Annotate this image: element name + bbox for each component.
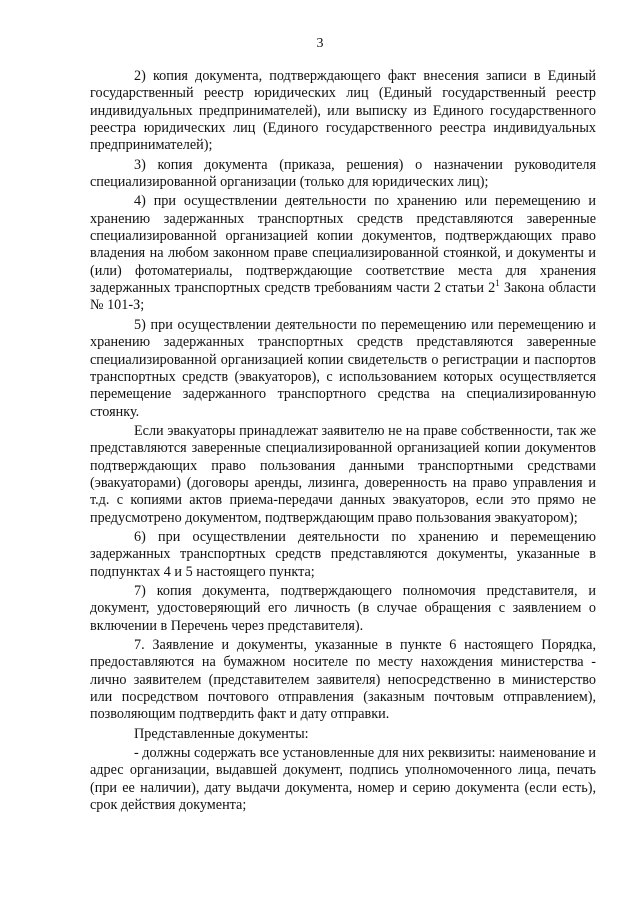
paragraph-item-5: 5) при осуществлении деятельности по перемещению или перемещению и хранению задержанных транспортных средств представляются заверенные специализированной организацией копии свидетельств о регистрации и паспортов транспортных средств (эвакуаторов), с использованием которых осуществляется перемещение задержанного транспортного средства на специализированную стоянку. [90, 316, 596, 420]
paragraph-item-2: 2) копия документа, подтверждающего факт внесения записи в Единый государственный реестр юридических лиц (Единый государственный реестр индивидуальных предпринимателей), или выписку из Единого государственного реестра юридических лиц (Единого государственного реестра индивидуальных предпринимателей); [90, 68, 596, 154]
paragraph-evacuators: Если эвакуаторы принадлежат заявителю не на праве собственности, так же представляются заверенные специализированной организацией копии документов подтверждающих право пользования данными транспортными средствами (эвакуаторами) (договоры аренды, лизинга, доверенность на право управления и т.д. с копиями актов приема-передачи данных эвакуаторов, если это прямо не предусмотрено документом, подтверждающим право пользования эвакуатором); [90, 422, 596, 526]
paragraph-item-3: 3) копия документа (приказа, решения) о назначении руководителя специализированной организации (только для юридических лиц); [90, 156, 596, 191]
page-number: 3 [316, 36, 324, 51]
paragraph-item-4 [90, 193, 596, 314]
paragraph-submitted-documents: Представленные документы: [134, 725, 309, 742]
footnote-superscript: 1 [495, 278, 500, 289]
paragraph-item-7: 7) копия документа, подтверждающего полномочия представителя, и документ, удостоверяющий его личность (в случае обращения с заявлением о включении в Перечень через представителя). [90, 582, 596, 634]
paragraph-item-4-text: 4) при осуществлении деятельности по хранению или перемещению и хранению задержанных транспортных средств представляются заверенные специализированной организацией копии документов, подтверждающих право владения на любом законном праве специализированной стоянкой, и документы и (или) фотоматериалы, подтверждающие соответствие места для хранения задержанных транспортных средств требованиям части 2 статьи 2 [90, 193, 596, 297]
paragraph-item-4-tail: Закона области № 101-З; [90, 280, 596, 314]
paragraph-item-6: 6) при осуществлении деятельности по хранению и перемещению задержанных транспортных средств представляются документы, указанные в подпунктах 4 и 5 настоящего пункта; [90, 528, 596, 580]
paragraph-section-7: 7. Заявление и документы, указанные в пункте 6 настоящего Порядка, предоставляются на бумажном носителе по месту нахождения министерства - лично заявителем (представителем заявителя) непосредственно в министерство или посредством почтового отправления (заказным почтовым отправлением), позволяющим подтвердить факт и дату отправки. [90, 637, 596, 723]
paragraph-requisites: - должны содержать все установленные для них реквизиты: наименование и адрес организации, выдавшей документ, подпись уполномоченного лица, печать (при ее наличии), дату выдачи документа, номер и серию документа (если есть), срок действия документа; [90, 745, 596, 814]
document-body [90, 68, 596, 814]
